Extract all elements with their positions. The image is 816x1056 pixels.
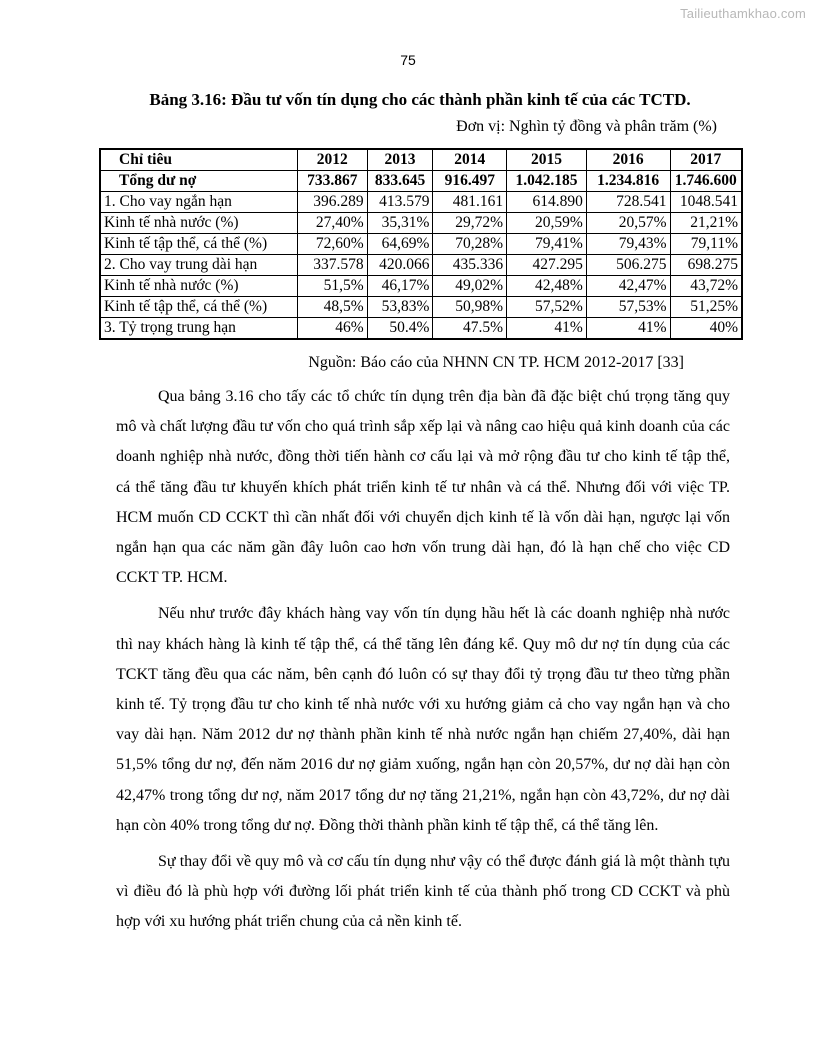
header-indicator: Chỉ tiêu <box>100 149 297 171</box>
table-row <box>100 297 742 318</box>
cell-value: 698.275 <box>670 255 742 276</box>
cell-value: 79,43% <box>586 234 670 255</box>
row-label: Tổng dư nợ <box>100 171 297 192</box>
header-year: 2017 <box>670 149 742 171</box>
row-label: 1. Cho vay ngắn hạn <box>100 192 297 213</box>
paragraph: Sự thay đổi về quy mô và cơ cấu tín dụng như vậy có thể được đánh giá là một thành tựu vì điều đó là phù hợp với đường lối phát triển kinh tế của thành phố trong CD CCKT và phù hợp với xu hướng phát triển chung của cả nền kinh tế. <box>116 853 730 931</box>
header-year: 2012 <box>297 149 367 171</box>
cell-value: 64,69% <box>367 234 433 255</box>
cell-value: 72,60% <box>297 234 367 255</box>
cell-value: 51,5% <box>297 276 367 297</box>
cell-value: 29,72% <box>433 213 507 234</box>
cell-value: 916.497 <box>433 171 507 192</box>
header-year: 2015 <box>507 149 587 171</box>
cell-value: 46,17% <box>367 276 433 297</box>
table-row <box>100 276 742 297</box>
cell-value: 614.890 <box>507 192 587 213</box>
cell-value: 50,98% <box>433 297 507 318</box>
cell-value: 27,40% <box>297 213 367 234</box>
cell-value: 20,57% <box>586 213 670 234</box>
cell-value: 420.066 <box>367 255 433 276</box>
cell-value: 57,53% <box>586 297 670 318</box>
paragraph: Qua bảng 3.16 cho tấy các tổ chức tín dụng trên địa bàn đã đặc biệt chú trọng tăng quy mô và chất lượng đầu tư vốn cho quá trình sắp xếp lại và nâng cao hiệu quả kinh doanh của các doanh nghiệp nhà nước, đồng thời tiến hành cơ cấu lại và mở rộng đầu tư cho kinh tế tập thể, cá thể tăng đầu tư khuyến khích phát triển kinh tế tư nhân và cá thể. Nhưng đối với việc TP. HCM muốn CD CCKT thì cần nhất đối với chuyển dịch kinh tế là vốn dài hạn, ngược lại vốn ngắn hạn qua các năm gần đây luôn cao hơn vốn trung dài hạn, đó là hạn chế cho việc CD CCKT TP. HCM. <box>116 388 730 587</box>
cell-value: 427.295 <box>507 255 587 276</box>
cell-value: 1.746.600 <box>670 171 742 192</box>
header-year: 2016 <box>586 149 670 171</box>
header-year: 2014 <box>433 149 507 171</box>
cell-value: 396.289 <box>297 192 367 213</box>
header-year: 2013 <box>367 149 433 171</box>
table-row-total <box>100 171 742 192</box>
cell-value: 337.578 <box>297 255 367 276</box>
cell-value: 42,48% <box>507 276 587 297</box>
cell-value: 481.161 <box>433 192 507 213</box>
watermark: Tailieuthamkhao.com <box>680 6 806 21</box>
cell-value: 506.275 <box>586 255 670 276</box>
table-row <box>100 234 742 255</box>
table-row <box>100 192 742 213</box>
page-number: 75 <box>400 52 416 68</box>
cell-value: 413.579 <box>367 192 433 213</box>
cell-value: 1048.541 <box>670 192 742 213</box>
cell-value: 70,28% <box>433 234 507 255</box>
cell-value: 50.4% <box>367 318 433 340</box>
cell-value: 47.5% <box>433 318 507 340</box>
cell-value: 53,83% <box>367 297 433 318</box>
cell-value: 41% <box>507 318 587 340</box>
cell-value: 40% <box>670 318 742 340</box>
body-text <box>116 382 730 944</box>
cell-value: 833.645 <box>367 171 433 192</box>
cell-value: 79,11% <box>670 234 742 255</box>
table-header-row <box>100 149 742 171</box>
cell-value: 728.541 <box>586 192 670 213</box>
cell-value: 35,31% <box>367 213 433 234</box>
table-row <box>100 318 742 340</box>
cell-value: 1.234.816 <box>586 171 670 192</box>
cell-value: 79,41% <box>507 234 587 255</box>
row-label: Kinh tế nhà nước (%) <box>100 213 297 234</box>
table-row <box>100 255 742 276</box>
paragraph: Nếu như trước đây khách hàng vay vốn tín dụng hầu hết là các doanh nghiệp nhà nước thì nay khách hàng là kinh tế tập thể, cá thể tăng lên đáng kể. Quy mô dư nợ tín dụng của các TCKT tăng đều qua các năm, bên cạnh đó luôn có sự thay đổi tỷ trọng đầu tư theo từng phần kinh tế. Tỷ trọng đầu tư cho kinh tế nhà nước với xu hướng giảm cả cho vay ngắn hạn và cho vay dài hạn. Năm 2012 dư nợ thành phần kinh tế nhà nước ngắn hạn chiếm 27,40%, dài hạn 51,5% tổng dư nợ, đến năm 2016 dư nợ giảm xuống, ngắn hạn còn 20,57%, dư nợ dài hạn còn 42,47% trong tổng dư nợ, năm 2017 tổng dư nợ tăng 21,21%, ngắn hạn còn 43,72%, dư nợ dài hạn còn 40% trong tổng dư nợ. Đồng thời thành phần kinh tế tập thể, cá thể tăng lên. <box>116 605 730 834</box>
cell-value: 46% <box>297 318 367 340</box>
row-label: 3. Tỷ trọng trung hạn <box>100 318 297 340</box>
cell-value: 20,59% <box>507 213 587 234</box>
table-row <box>100 213 742 234</box>
row-label: Kinh tế tập thể, cá thể (%) <box>100 234 297 255</box>
cell-value: 49,02% <box>433 276 507 297</box>
cell-value: 51,25% <box>670 297 742 318</box>
credit-investment-table <box>99 148 743 340</box>
row-label: Kinh tế nhà nước (%) <box>100 276 297 297</box>
row-label: 2. Cho vay trung dài hạn <box>100 255 297 276</box>
cell-value: 435.336 <box>433 255 507 276</box>
cell-value: 42,47% <box>586 276 670 297</box>
cell-value: 57,52% <box>507 297 587 318</box>
cell-value: 43,72% <box>670 276 742 297</box>
cell-value: 1.042.185 <box>507 171 587 192</box>
table-unit-note: Đơn vị: Nghìn tỷ đồng và phân trăm (%) <box>456 118 717 135</box>
cell-value: 733.867 <box>297 171 367 192</box>
row-label: Kinh tế tập thể, cá thể (%) <box>100 297 297 318</box>
table-source: Nguồn: Báo cáo của NHNN CN TP. HCM 2012-2017 [33] <box>308 354 684 371</box>
cell-value: 48,5% <box>297 297 367 318</box>
cell-value: 41% <box>586 318 670 340</box>
cell-value: 21,21% <box>670 213 742 234</box>
table-title: Bảng 3.16: Đầu tư vốn tín dụng cho các thành phần kinh tế của các TCTD. <box>149 90 691 109</box>
